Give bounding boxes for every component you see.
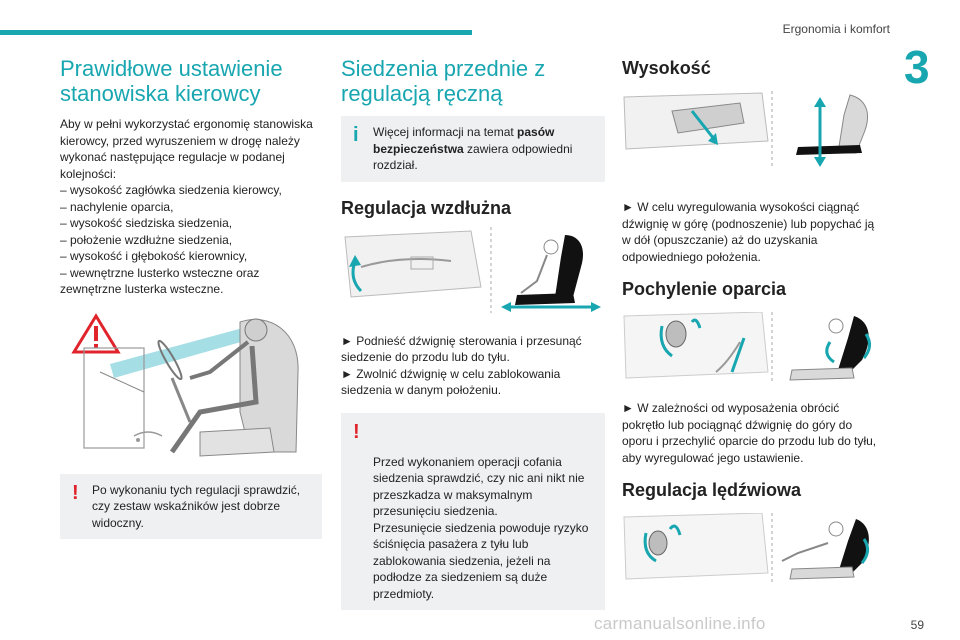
- height-instructions: ► W celu wyregulowania wysokości ciągnąć dźwignię w górę (podnoszenie) lub popychać ją w dół (opuszczanie) aż do uzyskania odpowiedniego położenia.: [622, 200, 875, 264]
- recline-instructions: ► W zależności od wyposażenia obrócić pokrętło lub pociągnąć dźwignię do góry do oporu i przechylić oparcie do przodu lub do tyłu, aby wyregulować jego ustawienie.: [622, 401, 877, 465]
- page-number: 59: [910, 618, 924, 632]
- manual-seats-title: Siedzenia przednie z regulacją ręczną: [341, 56, 546, 106]
- driver-position-title: Prawidłowe ustawienie stanowiska kierowcy: [60, 56, 283, 106]
- driver-posture-illustration: [60, 312, 322, 462]
- chapter-number: 3: [904, 41, 930, 93]
- list-item: – wysokość zagłówka siedzenia kierowcy,: [60, 183, 282, 197]
- backrest-recline-illustration: [622, 312, 884, 382]
- section-title: Ergonomia i komfort: [782, 22, 890, 36]
- column-manual-seats: [341, 56, 605, 610]
- info-text-post: zawiera odpowiedni rozdział.: [373, 141, 573, 172]
- info-text-pre: Więcej informacji na temat: [373, 125, 518, 139]
- visibility-warning-text: Po wykonaniu tych regulacji sprawdzić, czy zestaw wskaźników jest dobrze widoczny.: [92, 482, 301, 530]
- backrest-recline-heading: Pochylenie oparcia: [622, 279, 787, 299]
- exclamation-icon: !: [353, 420, 360, 443]
- list-item: – położenie wzdłużne siedzenia,: [60, 232, 233, 247]
- driver-position-intro: Aby w pełni wykorzystać ergonomię stanowiska kierowcy, przed wyruszeniem w drogę należy wykonać następujące regulacje w podanej kolejności:: [60, 117, 313, 181]
- info-text-bold: pasów bezpieczeństwa: [373, 125, 555, 156]
- seat-reverse-warning-note: [341, 413, 605, 611]
- watermark: carmanualsonline.info: [594, 614, 766, 633]
- column-seat-adjustments: [622, 56, 884, 583]
- list-item: – wysokość i głębokość kierownicy,: [60, 249, 248, 263]
- longitudinal-adjustment-heading: Regulacja wzdłużna: [341, 197, 512, 218]
- top-accent-bar: [0, 30, 472, 35]
- seat-reverse-warning-text: Przed wykonaniem operacji cofania siedzenia sprawdzić, czy nic ani nikt nie przeszkadza w maksymalnym przesunięciu siedzenia. Przesunięcie siedzenia powoduje ryzyko ściśnięcia pasażera z tyłu lub zablokowania siedzenia, jeżeli na podłodze za siedzeniem są duże przedmioty.: [373, 454, 589, 601]
- longitudinal-adjustment-illustration: [341, 227, 605, 313]
- visibility-warning-note: [60, 474, 322, 540]
- warning-triangle-icon: [74, 316, 118, 352]
- seatbelt-info-note: [341, 116, 605, 182]
- list-item: – nachylenie oparcia,: [60, 199, 174, 214]
- lumbar-adjustment-heading: Regulacja lędźwiowa: [622, 480, 802, 500]
- height-heading: Wysokość: [622, 58, 711, 78]
- exclamation-icon: !: [72, 481, 79, 504]
- adjustment-order-list: [60, 182, 322, 298]
- info-i-icon: i: [353, 124, 359, 146]
- list-item: – wewnętrzne lusterko wsteczne oraz zewnętrzne lusterka wsteczne.: [60, 265, 260, 296]
- step-raise-lever: ► Podnieść dźwignię sterowania i przesunąć siedzenie do przodu lub do tyłu.: [341, 333, 582, 364]
- height-adjustment-illustration: [622, 91, 884, 169]
- column-driver-position: [60, 56, 322, 539]
- list-item: – wysokość siedziska siedzenia,: [60, 216, 233, 230]
- lumbar-adjustment-illustration: [622, 513, 884, 583]
- step-release-lever: ► Zwolnić dźwignię w celu zablokowania siedzenia w danym położeniu.: [341, 366, 561, 397]
